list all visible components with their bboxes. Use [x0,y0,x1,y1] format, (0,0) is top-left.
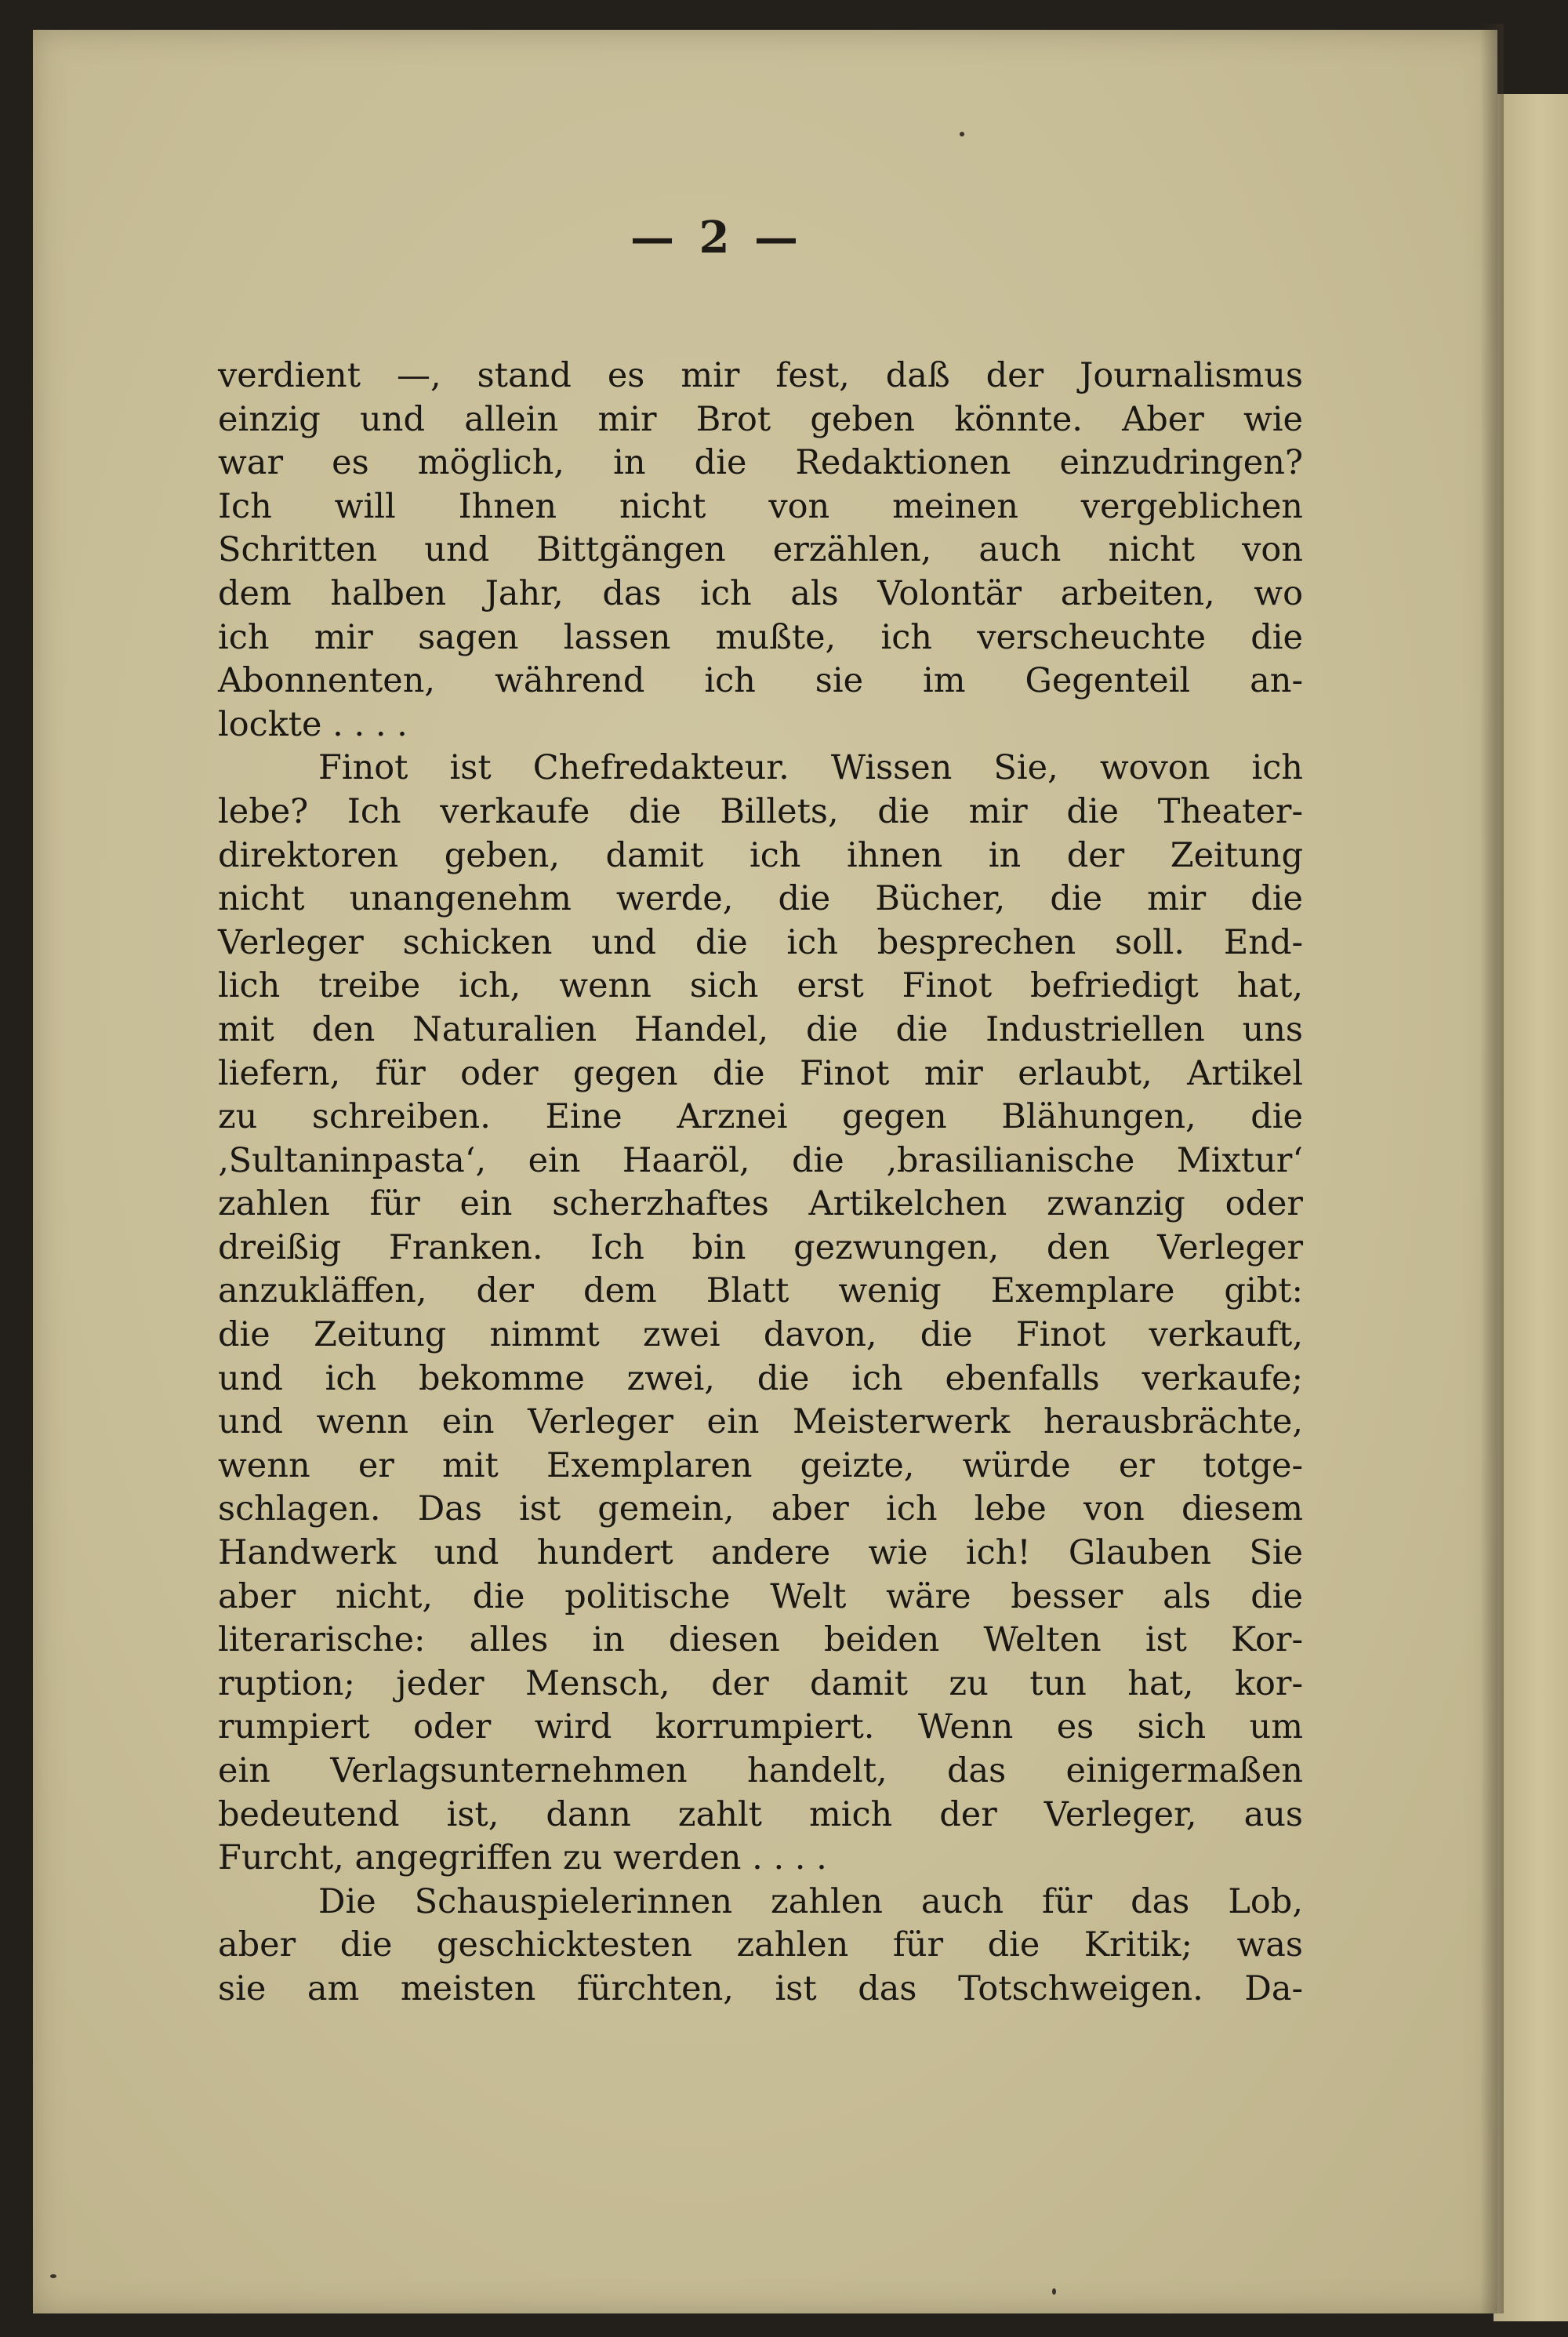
text-line: Finot ist Chefredakteur. Wissen Sie, wovon ich [318,748,1303,788]
text-line: sie am meisten fürchten, ist das Totschweigen. Da- [218,1968,1303,2008]
text-line: Die Schauspielerinnen zahlen auch für das Lob, [318,1881,1303,1921]
text-line: ruption; jeder Mensch, der damit zu tun hat, kor- [218,1663,1303,1703]
text-line: Ich will Ihnen nicht von meinen vergeblichen [218,486,1303,526]
text-line: zahlen für ein scherzhaftes Artikelchen zwanzig oder [218,1184,1303,1224]
text-line: rumpiert oder wird korrumpiert. Wenn es sich um [218,1707,1303,1747]
text-line: und ich bekomme zwei, die ich ebenfalls verkaufe; [218,1358,1303,1398]
text-line: bedeutend ist, dann zahlt mich der Verleger, aus [218,1794,1303,1834]
text-line: anzukläffen, der dem Blatt wenig Exemplare gibt: [218,1271,1303,1311]
paper-speck [1052,2288,1056,2295]
text-line: Furcht, angegriffen zu werden . . . . [218,1838,827,1878]
text-line: ein Verlagsunternehmen handelt, das einigermaßen [218,1751,1303,1790]
text-line: dem halben Jahr, das ich als Volontär arbeiten, wo [218,573,1303,613]
text-line: literarische: alles in diesen beiden Welten ist Kor- [218,1620,1303,1660]
text-line: lockte . . . . [218,704,408,744]
text-line: lich treibe ich, wenn sich erst Finot befriedigt hat, [218,966,1303,1006]
text-line: aber die geschicktesten zahlen für die Kritik; was [218,1925,1303,1965]
page-gutter-shadow [1480,24,1504,2313]
page-number: — 2 — [630,212,803,264]
text-line: direktoren geben, damit ich ihnen in der Zeitung [218,835,1303,875]
text-line: Handwerk und hundert andere wie ich! Glauben Sie [218,1533,1303,1573]
body-text [218,354,1303,2012]
text-line: die Zeitung nimmt zwei davon, die Finot verkauft, [218,1315,1303,1355]
text-line: mit den Naturalien Handel, die die Industriellen uns [218,1009,1303,1049]
paper-speck [50,2274,56,2278]
text-line: nicht unangenehm werde, die Bücher, die mir die [218,879,1303,919]
text-line: Schritten und Bittgängen erzählen, auch nicht von [218,530,1303,570]
text-line: liefern, für oder gegen die Finot mir erlaubt, Artikel [218,1053,1303,1093]
text-line: wenn er mit Exemplaren geizte, würde er totge- [218,1445,1303,1485]
text-line: Verleger schicken und die ich besprechen soll. End- [218,922,1303,962]
text-line: ich mir sagen lassen mußte, ich verscheuchte die [218,617,1303,657]
text-line: dreißig Franken. Ich bin gezwungen, den Verleger [218,1227,1303,1267]
text-line: schlagen. Das ist gemein, aber ich lebe von diesem [218,1489,1303,1529]
text-line: ‚Sultaninpasta‘, ein Haaröl, die ‚brasilianische Mixtur‘ [218,1140,1303,1180]
text-line: und wenn ein Verleger ein Meisterwerk herausbrächte, [218,1402,1303,1442]
text-line: war es möglich, in die Redaktionen einzudringen? [218,443,1303,483]
text-line: verdient —, stand es mir fest, daß der Journalismus [218,356,1303,395]
text-line: aber nicht, die politische Welt wäre besser als die [218,1576,1303,1616]
text-line: Abonnenten, während ich sie im Gegenteil an- [218,661,1303,701]
book-page [33,30,1497,2313]
text-line: lebe? Ich verkaufe die Billets, die mir die Theater- [218,791,1303,831]
paper-speck [960,132,964,136]
text-line: zu schreiben. Eine Arznei gegen Blähungen, die [218,1097,1303,1137]
adjacent-page-edge [1494,94,1568,2321]
text-line: einzig und allein mir Brot geben könnte. Aber wie [218,399,1303,439]
